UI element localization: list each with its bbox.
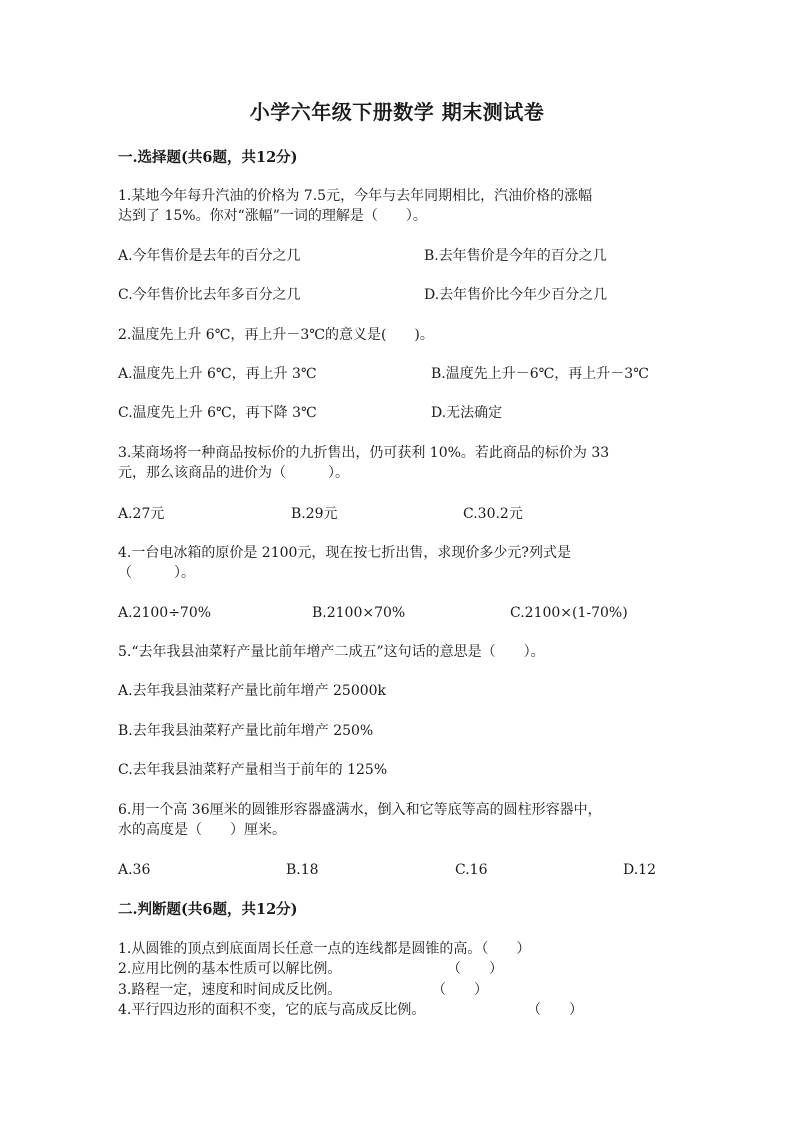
q2-option-b: B.温度先上升－6℃，再上升－3℃ <box>431 366 649 382</box>
q4-option-a: A.2100÷70% <box>118 605 212 621</box>
q2-option-c: C.温度先上升 6℃，再下降 3℃ <box>118 405 317 421</box>
q6-stem-line1: 6.用一个高 36厘米的圆锥形容器盛满水，倒入和它等底等高的圆柱形容器中， <box>118 802 602 818</box>
page-title: 小学六年级下册数学 期末测试卷 <box>249 100 545 124</box>
judge-item-4-bracket: （ ） <box>527 1002 583 1018</box>
judge-item-3-bracket: （ ） <box>432 982 488 998</box>
q6-option-d: D.12 <box>623 862 656 878</box>
q6-option-a: A.36 <box>118 862 151 878</box>
q6-stem-line2: 水的高度是（ ）厘米。 <box>118 822 286 838</box>
q6-option-c: C.16 <box>455 862 488 878</box>
q3-option-c: C.30.2元 <box>463 506 523 522</box>
q1-stem-line1: 1.某地今年每升汽油的价格为 7.5元，今年与去年同期相比，汽油价格的涨幅 <box>118 188 593 204</box>
q2-option-a: A.温度先上升 6℃，再上升 3℃ <box>118 366 317 382</box>
q1-option-b: B.去年售价是今年的百分之几 <box>424 248 607 264</box>
q3-option-a: A.27元 <box>118 506 165 522</box>
judge-item-2: 2.应用比例的基本性质可以解比例。 <box>118 961 342 977</box>
q3-option-b: B.29元 <box>291 506 338 522</box>
q3-stem-line1: 3.某商场将一种商品按标价的九折售出，仍可获利 10%。若此商品的标价为 33 <box>118 445 610 461</box>
q2-option-d: D.无法确定 <box>431 405 503 421</box>
q1-stem-line2: 达到了 15%。你对“涨幅”一词的理解是（ ）。 <box>118 208 427 224</box>
q1-option-a: A.今年售价是去年的百分之几 <box>118 248 301 264</box>
q5-option-c: C.去年我县油菜籽产量相当于前年的 125% <box>118 762 388 778</box>
section-heading-choice: 一.选择题(共6题，共12分) <box>118 149 298 166</box>
q1-option-c: C.今年售价比去年多百分之几 <box>118 287 301 303</box>
judge-item-3: 3.路程一定，速度和时间成反比例。 <box>118 982 342 998</box>
q2-stem: 2.温度先上升 6℃，再上升－3℃的意义是( )。 <box>118 327 434 343</box>
q5-stem: 5.“去年我县油菜籽产量比前年增产二成五”这句话的意思是（ ）。 <box>118 644 545 660</box>
section-heading-judge: 二.判断题(共6题，共12分) <box>118 901 298 918</box>
q4-option-b: B.2100×70% <box>312 605 406 621</box>
q1-option-d: D.去年售价比今年少百分之几 <box>424 287 608 303</box>
q4-option-c: C.2100×(1-70%) <box>510 605 628 621</box>
judge-item-2-bracket: （ ） <box>447 961 503 977</box>
judge-item-4: 4.平行四边形的面积不变，它的底与高成反比例。 <box>118 1002 426 1018</box>
q5-option-b: B.去年我县油菜籽产量比前年增产 250% <box>118 723 374 739</box>
q5-option-a: A.去年我县油菜籽产量比前年增产 25000k <box>118 683 387 699</box>
q4-stem-line2: （ ）。 <box>118 565 195 581</box>
q6-option-b: B.18 <box>286 862 319 878</box>
q4-stem-line1: 4.一台电冰箱的原价是 2100元，现在按七折出售，求现价多少元?列式是 <box>118 545 571 561</box>
q3-stem-line2: 元，那么该商品的进价为（ ）。 <box>118 465 349 481</box>
judge-item-1: 1.从圆锥的顶点到底面周长任意一点的连线都是圆锥的高。（ ） <box>118 941 531 957</box>
